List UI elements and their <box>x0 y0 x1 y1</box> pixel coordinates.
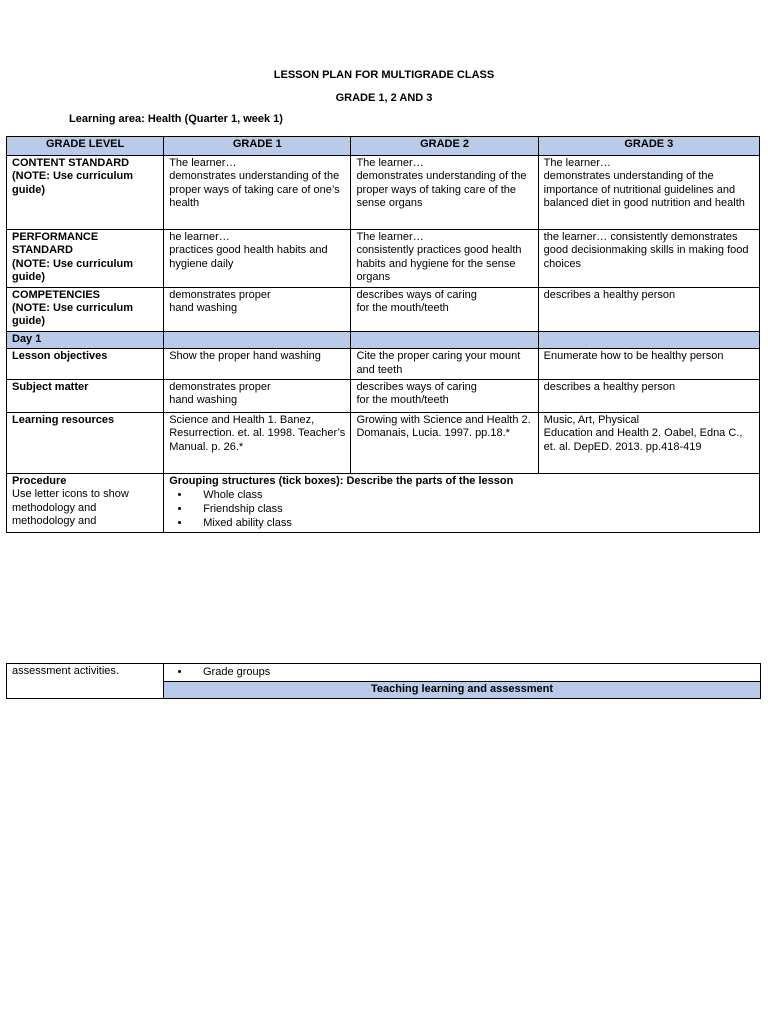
document-title: LESSON PLAN FOR MULTIGRADE CLASS <box>273 69 495 81</box>
subject-matter-label: Subject matter <box>7 380 164 413</box>
grade-groups-cell <box>164 664 761 682</box>
lesson-objectives-g1: Show the proper hand washing <box>164 349 351 380</box>
list-item: • Mixed ability class <box>191 516 754 530</box>
content-standard-g1: The learner… demonstrates understanding of the proper ways of taking care of one’s health <box>164 156 351 230</box>
lesson-objectives-row <box>7 349 760 380</box>
learning-resources-g3: Music, Art, Physical Education and Health 2. Oabel, Edna C., et. al. DepED. 2013. pp.418-419 <box>538 413 759 474</box>
day-row <box>7 331 760 348</box>
performance-standard-g3: the learner… consistently demonstrates good decisionmaking skills in making food choices <box>538 230 759 288</box>
lesson-plan-table <box>6 136 760 533</box>
grades-title: GRADE 1, 2 AND 3 <box>335 92 433 104</box>
day-label: Day 1 <box>7 331 164 348</box>
grouping-cell <box>164 474 760 533</box>
subject-matter-row <box>7 380 760 413</box>
list-item: • Grade groups <box>191 665 755 679</box>
performance-standard-g2: The learner… consistently practices good health habits and hygiene for the sense organs <box>351 230 538 288</box>
learning-resources-row <box>7 413 760 474</box>
content-standard-row <box>7 156 760 230</box>
header-grade-level: GRADE LEVEL <box>7 137 164 156</box>
performance-standard-label: PERFORMANCE STANDARD (NOTE: Use curriculum guide) <box>7 230 164 288</box>
learning-resources-g1: Science and Health 1. Banez, Resurrection. et. al. 1998. Teacher’s Manual. p. 26.* <box>164 413 351 474</box>
assessment-activities-cell: assessment activities. <box>7 664 164 699</box>
learning-resources-g2: Growing with Science and Health 2. Domanais, Lucia. 1997. pp.18.* <box>351 413 538 474</box>
header-row <box>7 137 760 156</box>
continuation-table <box>6 663 761 699</box>
procedure-label: Procedure <box>12 475 67 488</box>
grouping-title: Grouping structures (tick boxes): Describe the parts of the lesson <box>169 475 514 488</box>
day-cell-g3 <box>538 331 759 348</box>
procedure-row <box>7 474 760 533</box>
learning-resources-label: Learning resources <box>7 413 164 474</box>
lesson-objectives-g2: Cite the proper caring your mount and teeth <box>351 349 538 380</box>
list-item: • Whole class <box>191 488 754 502</box>
list-item: • Friendship class <box>191 502 754 516</box>
header-grade-3: GRADE 3 <box>538 137 759 156</box>
content-standard-g2: The learner… demonstrates understanding of the proper ways of taking care of the sense organs <box>351 156 538 230</box>
header-grade-1: GRADE 1 <box>164 137 351 156</box>
procedure-description: Use letter icons to show methodology and methodology and <box>12 488 129 528</box>
day-cell-g1 <box>164 331 351 348</box>
day-cell-g2 <box>351 331 538 348</box>
competencies-g3: describes a healthy person <box>538 287 759 331</box>
teaching-learning-heading: Teaching learning and assessment <box>164 682 761 699</box>
competencies-g2: describes ways of caring for the mouth/teeth <box>351 287 538 331</box>
procedure-cell <box>7 474 164 533</box>
performance-standard-row <box>7 230 760 288</box>
learning-area: Learning area: Health (Quarter 1, week 1) <box>69 113 283 125</box>
continuation-row <box>7 664 761 682</box>
header-grade-2: GRADE 2 <box>351 137 538 156</box>
content-standard-g3: The learner… demonstrates understanding of the importance of nutritional guidelines and balanced diet in good nutrition and health <box>538 156 759 230</box>
competencies-g1: demonstrates proper hand washing <box>164 287 351 331</box>
subject-matter-g2: describes ways of caring for the mouth/teeth <box>351 380 538 413</box>
competencies-row <box>7 287 760 331</box>
lesson-objectives-g3: Enumerate how to be healthy person <box>538 349 759 380</box>
grouping-list <box>169 488 754 530</box>
subject-matter-g1: demonstrates proper hand washing <box>164 380 351 413</box>
subject-matter-g3: describes a healthy person <box>538 380 759 413</box>
competencies-label: COMPETENCIES (NOTE: Use curriculum guide) <box>7 287 164 331</box>
content-standard-label: CONTENT STANDARD (NOTE: Use curriculum guide) <box>7 156 164 230</box>
grade-groups-list <box>169 665 755 679</box>
performance-standard-g1: he learner… practices good health habits and hygiene daily <box>164 230 351 288</box>
lesson-objectives-label: Lesson objectives <box>7 349 164 380</box>
